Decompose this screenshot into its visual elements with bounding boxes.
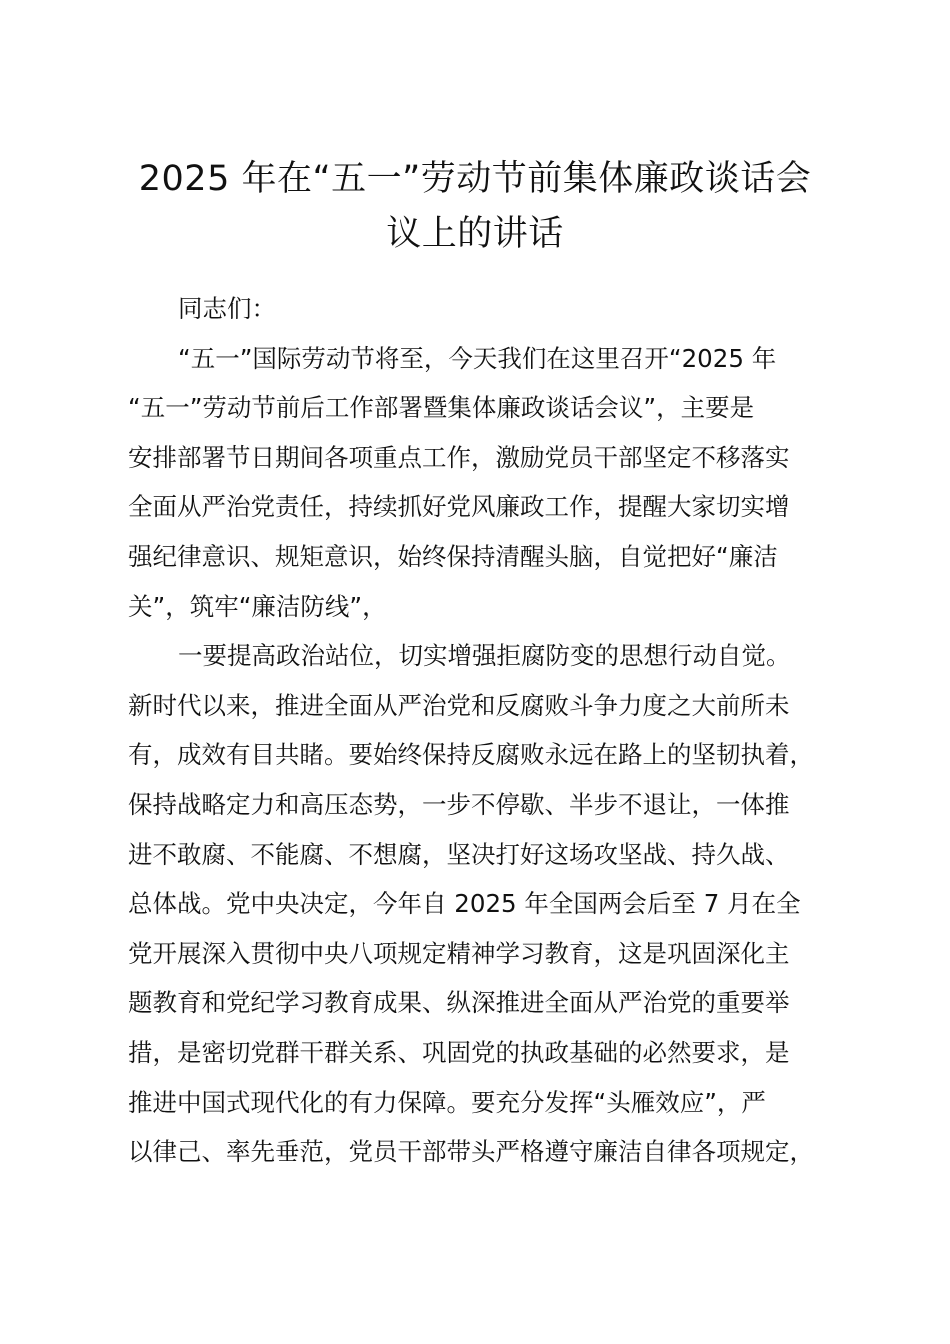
- paragraph-line: 保持战略定力和高压态势，一步不停歇、半步不退让，一体推: [128, 789, 790, 819]
- title-line: 议上的讲话: [386, 214, 564, 254]
- paragraph-line: 强纪律意识、规矩意识，始终保持清醒头脑，自觉把好“廉洁: [128, 541, 778, 571]
- paragraph-line: 全面从严治党责任，持续抓好党风廉政工作，提醒大家切实增: [128, 492, 790, 522]
- paragraph-line: 一要提高政治站位，切实增强拒腐防变的思想行动自觉。: [178, 641, 791, 671]
- paragraph-line: 关”，筑牢“廉洁防线”，: [128, 591, 387, 621]
- title-line: 2025 年在“五一”劳动节前集体廉政谈话会: [138, 159, 812, 199]
- paragraph-line: 党开展深入贯彻中央八项规定精神学习教育，这是巩固深化主: [128, 938, 790, 968]
- paragraph-line: 安排部署节日期间各项重点工作，激励党员干部坚定不移落实: [128, 442, 790, 472]
- paragraph-line: 推进中国式现代化的有力保障。要充分发挥“头雁效应”，严: [128, 1087, 766, 1117]
- paragraph-line: 进不敢腐、不能腐、不想腐，坚决打好这场攻坚战、持久战、: [128, 839, 790, 869]
- paragraph-line: 有，成效有目共睹。要始终保持反腐败永远在路上的坚韧执着，: [128, 740, 814, 770]
- paragraph-line: 总体战。党中央决定，今年自 2025 年全国两会后至 7 月在全: [128, 889, 801, 919]
- paragraph-line: 措，是密切党群干群关系、巩固党的执政基础的必然要求，是: [128, 1037, 790, 1067]
- salutation: 同志们：: [178, 294, 276, 323]
- document-title: [110, 152, 840, 262]
- paragraph-line: “五一”劳动节前后工作部署暨集体廉政谈话会议”，主要是: [128, 393, 755, 423]
- paragraph-line: 以律己、率先垂范，党员干部带头严格遵守廉洁自律各项规定，: [128, 1137, 814, 1167]
- paragraph-section-one: [128, 631, 848, 1177]
- paragraph-line: “五一”国际劳动节将至，今天我们在这里召开“2025 年: [178, 343, 777, 373]
- paragraph-line: 新时代以来，推进全面从严治党和反腐败斗争力度之大前所未: [128, 690, 790, 720]
- paragraph-line: 题教育和党纪学习教育成果、纵深推进全面从严治党的重要举: [128, 988, 790, 1018]
- paragraph-opening: [128, 334, 848, 632]
- document-body: [128, 284, 848, 1177]
